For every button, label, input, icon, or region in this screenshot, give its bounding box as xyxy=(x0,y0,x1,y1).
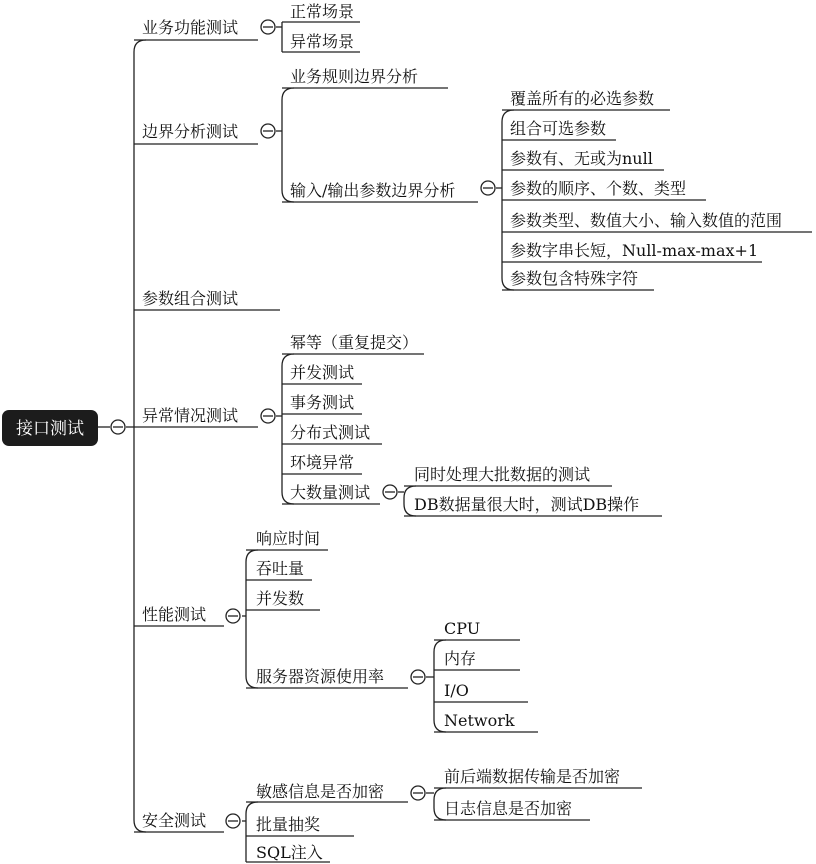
root-node[interactable] xyxy=(2,410,98,446)
node-io[interactable]: I/O xyxy=(444,681,469,700)
sensitive-info-collapse-toggle[interactable] xyxy=(411,786,425,800)
node-param-range[interactable]: 参数类型、数值大小、输入数值的范围 xyxy=(510,211,783,230)
node-distributed-test[interactable]: 分布式测试 xyxy=(290,423,371,442)
business-collapse-toggle[interactable] xyxy=(261,20,275,34)
node-param-null[interactable]: 参数有、无或为null xyxy=(510,149,653,168)
node-large-volume-test[interactable]: 大数量测试 xyxy=(290,483,371,502)
io-boundary-collapse-toggle[interactable] xyxy=(481,181,495,195)
node-sql-injection[interactable]: SQL注入 xyxy=(256,843,323,862)
security-collapse-toggle[interactable] xyxy=(226,814,240,828)
node-sensitive-info-encryption[interactable]: 敏感信息是否加密 xyxy=(256,782,385,801)
branch-exception[interactable]: 异常情况测试 xyxy=(142,406,239,425)
node-param-order[interactable]: 参数的顺序、个数、类型 xyxy=(510,179,687,198)
node-normal-scenario[interactable]: 正常场景 xyxy=(290,2,355,21)
node-transaction-test[interactable]: 事务测试 xyxy=(290,393,355,412)
boundary-collapse-toggle[interactable] xyxy=(261,124,275,138)
node-cpu[interactable]: CPU xyxy=(444,619,481,638)
server-resource-collapse-toggle[interactable] xyxy=(411,670,425,684)
branch-security[interactable]: 安全测试 xyxy=(142,811,207,830)
branch-business-function[interactable]: 业务功能测试 xyxy=(142,18,239,37)
connector-lines xyxy=(98,22,812,862)
large-volume-collapse-toggle[interactable] xyxy=(383,485,397,499)
node-throughput[interactable]: 吞吐量 xyxy=(256,559,305,578)
branch-boundary-analysis[interactable]: 边界分析测试 xyxy=(142,122,239,141)
node-log-encryption[interactable]: 日志信息是否加密 xyxy=(444,799,573,818)
node-io-param-boundary[interactable]: 输入/输出参数边界分析 xyxy=(290,181,456,200)
node-transmission-encryption[interactable]: 前后端数据传输是否加密 xyxy=(444,767,621,786)
node-server-resource-usage[interactable]: 服务器资源使用率 xyxy=(256,667,385,686)
node-response-time[interactable]: 响应时间 xyxy=(256,529,321,548)
root-label: 接口测试 xyxy=(16,419,84,439)
exception-collapse-toggle[interactable] xyxy=(261,409,275,423)
node-concurrency-test[interactable]: 并发测试 xyxy=(290,363,355,382)
node-network[interactable]: Network xyxy=(444,711,515,730)
node-required-params[interactable]: 覆盖所有的必选参数 xyxy=(510,89,655,108)
node-concurrent-users[interactable]: 并发数 xyxy=(256,589,305,608)
node-abnormal-scenario[interactable]: 异常场景 xyxy=(290,32,355,51)
node-param-length[interactable]: 参数字串长短，Null-max-max+1 xyxy=(510,241,759,260)
branch-performance[interactable]: 性能测试 xyxy=(142,605,207,624)
performance-collapse-toggle[interactable] xyxy=(226,609,240,623)
node-environment-exception[interactable]: 环境异常 xyxy=(290,453,355,472)
node-idempotent[interactable]: 幂等（重复提交） xyxy=(290,333,419,352)
node-business-rule-boundary[interactable]: 业务规则边界分析 xyxy=(290,67,419,86)
node-memory[interactable]: 内存 xyxy=(444,649,477,668)
root-collapse-toggle[interactable] xyxy=(111,420,125,434)
node-batch-lottery[interactable]: 批量抽奖 xyxy=(256,815,321,834)
node-param-special-chars[interactable]: 参数包含特殊字符 xyxy=(510,269,639,288)
node-optional-params[interactable]: 组合可选参数 xyxy=(510,119,607,138)
node-batch-data-test[interactable]: 同时处理大批数据的测试 xyxy=(414,465,591,484)
node-db-volume-test[interactable]: DB数据量很大时，测试DB操作 xyxy=(414,495,640,514)
branch-parameter-combination[interactable]: 参数组合测试 xyxy=(142,289,239,308)
